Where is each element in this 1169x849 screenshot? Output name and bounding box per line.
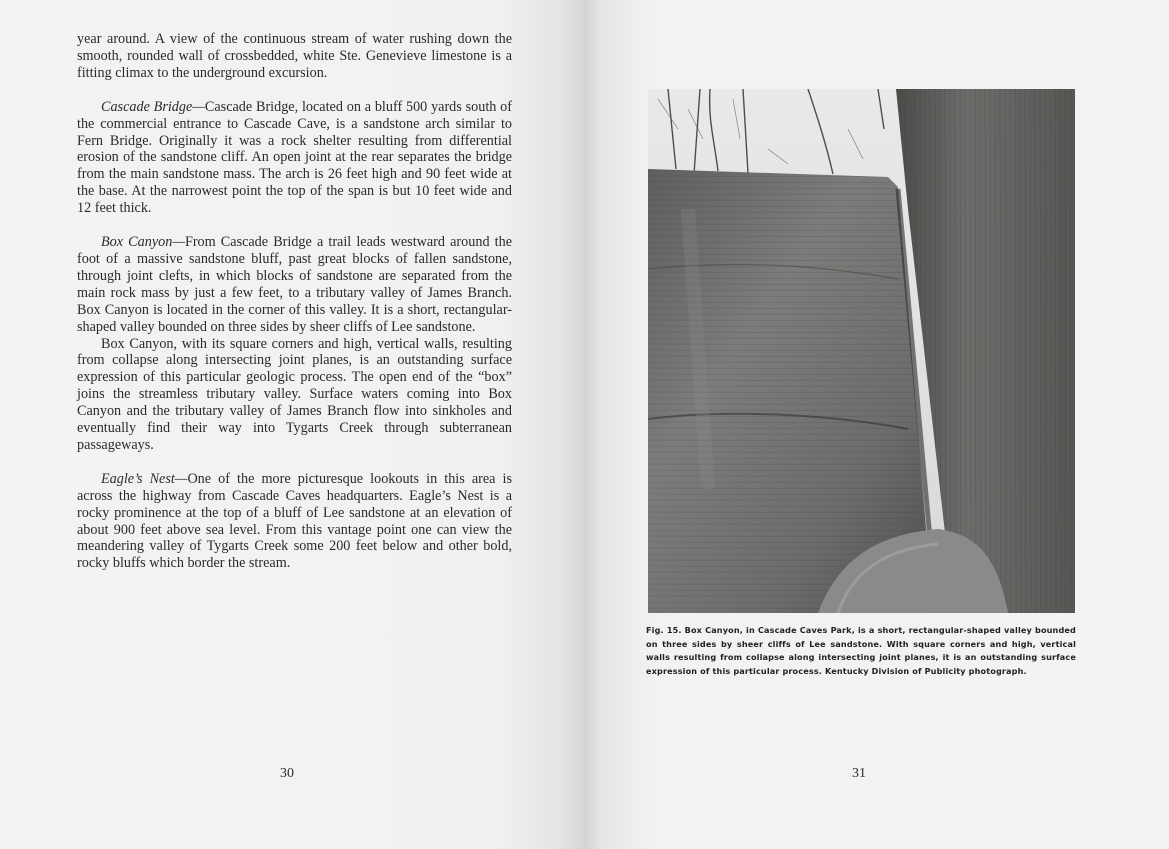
paragraph-text: One of the more picturesque lookouts in this area is across the highway from Cascade Caves headquarters. Eagle’s Nest is a rocky prominence at the top of a bluff of Lee sandstone at an elevation of about 900 feet above sea level. From this vantage point one can view the meandering valley of Tygarts Creek some 200 feet below and other bold, rocky bluffs which border the stream. [77, 470, 512, 572]
paragraph-box-canyon [77, 234, 512, 335]
paragraph-text: From Cascade Bridge a trail leads westward around the foot of a massive sandstone bluff, past great blocks of fallen sandstone, through joint clefts, in which blocks of sandstone are separated from the main rock mass by just a few feet, to a tributary valley of James Branch. Box Canyon is located in the corner of this valley. It is a short, rectangular-shaped valley bounded on three sides by sheer cliffs of Lee sandstone. [77, 234, 512, 335]
left-page [0, 0, 584, 849]
figure-caption: Fig. 15. Box Canyon, in Cascade Caves Park, is a short, rectangular-shaped valley bounded on three sides by sheer cliffs of Lee sandstone. With square corners and high, vertical walls resulting from collapse along intersecting joint planes, it is an outstanding surface expression of this particular process. Kentucky Division of Publicity photograph. [646, 625, 1076, 676]
section-heading-eagles-nest: Eagle’s Nest— [101, 470, 188, 487]
page-number-left: 30 [280, 766, 294, 781]
paragraph-eagles-nest [77, 471, 512, 572]
paragraph-text: Box Canyon, with its square corners and high, vertical walls, resulting from collapse along intersecting joint planes, is an outstanding surface expression of this particular geologic process. The open end of the “box” joins the streamless tributary valley. Surface waters coming into Box Canyon and the tributary valley of James Branch flow into sinkholes and eventually find their way into Tygarts Creek through subterranean passageways. [77, 335, 512, 453]
page-number-right: 31 [852, 766, 866, 781]
box-canyon-photo [648, 89, 1075, 613]
paragraph-text: Cascade Bridge, located on a bluff 500 yards south of the commercial entrance to Cascade Cave, is a sandstone arch similar to Fern Bridge. Originally it was a rock shelter resulting from differential erosion of the sandstone cliff. An open joint at the rear separates the bridge from the main sandstone mass. The arch is 26 feet high and 90 feet wide at the base. At the narrowest point the top of the span is but 10 feet wide and 12 feet thick. [77, 98, 512, 217]
section-heading-cascade-bridge: Cascade Bridge— [101, 98, 205, 115]
paragraph-text: year around. A view of the continuous stream of water rushing down the smooth, rounded wall of crossbedded, white Ste. Genevieve limestone is a fitting climax to the underground excursion. [77, 31, 512, 81]
paragraph-intro [77, 31, 512, 82]
paragraph-cascade-bridge [77, 99, 512, 217]
paragraph-box-canyon-continued [77, 336, 512, 454]
left-text-column [77, 31, 512, 572]
section-heading-box-canyon: Box Canyon— [101, 234, 185, 251]
photo-illustration [648, 89, 1075, 613]
